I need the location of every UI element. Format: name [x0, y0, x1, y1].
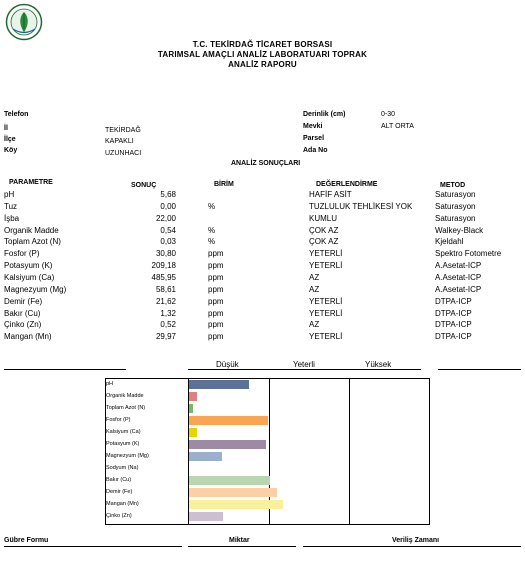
cell-birim: %: [208, 201, 216, 211]
chart-boundary-mid-high: [349, 378, 350, 525]
cell-degerlendirme: YETERLİ: [309, 308, 343, 318]
cell-birim: ppm: [208, 308, 224, 318]
footer-line-miktar: [188, 546, 296, 547]
value-koy: UZUNHACI: [105, 150, 142, 157]
scale-line-mid: [188, 369, 421, 370]
cell-sonuc: 0,52: [160, 320, 176, 330]
cell-birim: ppm: [208, 320, 224, 330]
cell-degerlendirme: AZ: [309, 284, 320, 294]
chart-category-label: Organik Madde: [106, 393, 144, 399]
label-ilce: İlçe: [4, 136, 16, 143]
cell-sonuc: 0,54: [160, 225, 176, 235]
chart-category-label: Mangan (Mn): [106, 501, 139, 507]
chart-bar: [189, 416, 268, 425]
cell-degerlendirme: YETERLİ: [309, 296, 343, 306]
chart-bar: [189, 500, 283, 509]
label-ada-no: Ada No: [303, 147, 328, 154]
cell-birim: ppm: [208, 249, 224, 259]
chart-category-label: Demir (Fe): [106, 489, 133, 495]
cell-parametre: Toplam Azot (N): [4, 237, 61, 247]
cell-birim: ppm: [208, 261, 224, 271]
cell-degerlendirme: ÇOK AZ: [309, 237, 339, 247]
cell-metod: A.Asetat-ICP: [435, 284, 482, 294]
cell-degerlendirme: YETERLİ: [309, 261, 343, 271]
cell-parametre: Kalsiyum (Ca): [4, 272, 55, 282]
label-parsel: Parsel: [303, 135, 325, 142]
cell-sonuc: 209,18: [151, 261, 176, 271]
cell-metod: Saturasyon: [435, 201, 476, 211]
label-mevki: Mevki: [303, 123, 323, 130]
cell-parametre: Magnezyum (Mg): [4, 284, 67, 294]
cell-metod: Walkey-Black: [435, 225, 484, 235]
cell-sonuc: 485,95: [151, 272, 176, 282]
cell-metod: DTPA-ICP: [435, 320, 472, 330]
chart-category-label: Kalsiyum (Ca): [106, 429, 141, 435]
chart-category-label: Potasyum (K): [106, 441, 140, 447]
cell-parametre: Fosfor (P): [4, 249, 40, 259]
cell-sonuc: 58,61: [155, 284, 176, 294]
cell-sonuc: 21,62: [155, 296, 176, 306]
cell-parametre: Demir (Fe): [4, 296, 43, 306]
cell-parametre: Çinko (Zn): [4, 320, 42, 330]
cell-birim: ppm: [208, 296, 224, 306]
chart-bar: [189, 440, 266, 449]
chart-bar: [189, 512, 223, 521]
cell-degerlendirme: ÇOK AZ: [309, 225, 339, 235]
cell-metod: DTPA-ICP: [435, 296, 472, 306]
label-il: İl: [4, 125, 8, 132]
cell-metod: Saturasyon: [435, 190, 476, 199]
scale-label-mid: Yeterli: [293, 360, 315, 369]
header-line-3: ANALİZ RAPORU: [228, 60, 297, 69]
value-derinlik: 0-30: [381, 111, 396, 118]
chart-bar: [189, 428, 197, 437]
cell-sonuc: 0,00: [160, 201, 176, 211]
cell-sonuc: 29,97: [155, 332, 176, 342]
col-parametre: PARAMETRE: [9, 179, 53, 186]
cell-birim: ppm: [208, 332, 224, 342]
chart-bar: [189, 452, 222, 461]
label-telefon: Telefon: [4, 111, 29, 118]
scale-label-low: Düşük: [216, 360, 239, 369]
label-derinlik: Derinlik (cm): [303, 111, 346, 118]
chart-bar: [189, 476, 270, 485]
cell-parametre: Bakır (Cu): [4, 308, 41, 318]
cell-sonuc: 1,32: [160, 308, 176, 318]
cell-degerlendirme: KUMLU: [309, 213, 338, 223]
footer-verilis-zamani: Veriliş Zamanı: [392, 537, 440, 544]
col-degerlendirme: DEĞERLENDİRME: [316, 181, 378, 188]
chart-bar: [189, 380, 249, 389]
scale-line-right: [438, 369, 521, 370]
cell-metod: A.Asetat-ICP: [435, 261, 482, 271]
cell-parametre: Organik Madde: [4, 225, 59, 235]
cell-birim: ppm: [208, 284, 224, 294]
col-birim: BİRİM: [214, 181, 234, 188]
results-title: ANALİZ SONUÇLARI: [231, 160, 301, 167]
cell-degerlendirme: AZ: [309, 272, 320, 282]
cell-parametre: Potasyum (K): [4, 261, 53, 271]
cell-parametre: Tuz: [4, 201, 18, 211]
cell-sonuc: 30,80: [155, 249, 176, 259]
cell-sonuc: 0,03: [160, 237, 176, 247]
label-koy: Köy: [4, 147, 18, 154]
scale-label-high: Yüksek: [365, 360, 392, 369]
cell-metod: A.Asetat-ICP: [435, 272, 482, 282]
cell-parametre: İşba: [4, 213, 20, 223]
footer-miktar: Miktar: [229, 537, 250, 544]
cell-metod: DTPA-ICP: [435, 332, 472, 342]
footer-line-zaman: [303, 546, 521, 547]
chart-category-label: Çinko (Zn): [106, 513, 132, 519]
value-il: TEKİRDAĞ: [105, 127, 141, 134]
cell-birim: %: [208, 237, 216, 247]
chart-bar: [189, 392, 197, 401]
footer-line-gubre: [4, 546, 182, 547]
cell-metod: Saturasyon: [435, 213, 476, 223]
cell-degerlendirme: TUZLULUK TEHLİKESİ YOK: [309, 201, 413, 211]
cell-birim: ppm: [208, 272, 224, 282]
borsa-logo-icon: [5, 3, 43, 41]
col-sonuc: SONUÇ: [131, 182, 157, 189]
cell-parametre: pH: [4, 190, 15, 199]
chart-category-label: Toplam Azot (N): [106, 405, 146, 411]
cell-parametre: Mangan (Mn): [4, 332, 52, 342]
chart-category-label: Magnezyum (Mg): [106, 453, 149, 459]
scale-line-left: [4, 369, 126, 370]
chart-category-label: pH: [106, 381, 114, 387]
value-ilce: KAPAKLI: [105, 138, 134, 145]
chart-category-label: Fosfor (P): [106, 417, 131, 423]
cell-degerlendirme: AZ: [309, 320, 320, 330]
footer-gubre-formu: Gübre Formu: [4, 537, 49, 544]
header-line-1: T.C. TEKİRDAĞ TİCARET BORSASI: [192, 40, 333, 49]
cell-metod: Spektro Fotometre: [435, 249, 502, 259]
cell-metod: Kjeldahl: [435, 237, 464, 247]
cell-birim: %: [208, 225, 216, 235]
cell-degerlendirme: YETERLİ: [309, 332, 343, 342]
chart-category-label: Bakır (Cu): [106, 477, 132, 483]
cell-sonuc: 22,00: [155, 213, 176, 223]
chart-bar: [189, 488, 277, 497]
cell-degerlendirme: YETERLİ: [309, 249, 343, 259]
chart-bar: [189, 404, 193, 413]
chart-category-label: Sodyum (Na): [106, 465, 139, 471]
cell-metod: DTPA-ICP: [435, 308, 472, 318]
cell-sonuc: 5,68: [160, 190, 176, 199]
value-mevki: ALT ORTA: [381, 123, 414, 130]
col-metod: METOD: [440, 182, 466, 189]
header-line-2: TARIMSAL AMAÇLI ANALİZ LABORATUARI TOPRAK: [157, 50, 368, 59]
cell-degerlendirme: HAFİF ASİT: [309, 190, 352, 199]
